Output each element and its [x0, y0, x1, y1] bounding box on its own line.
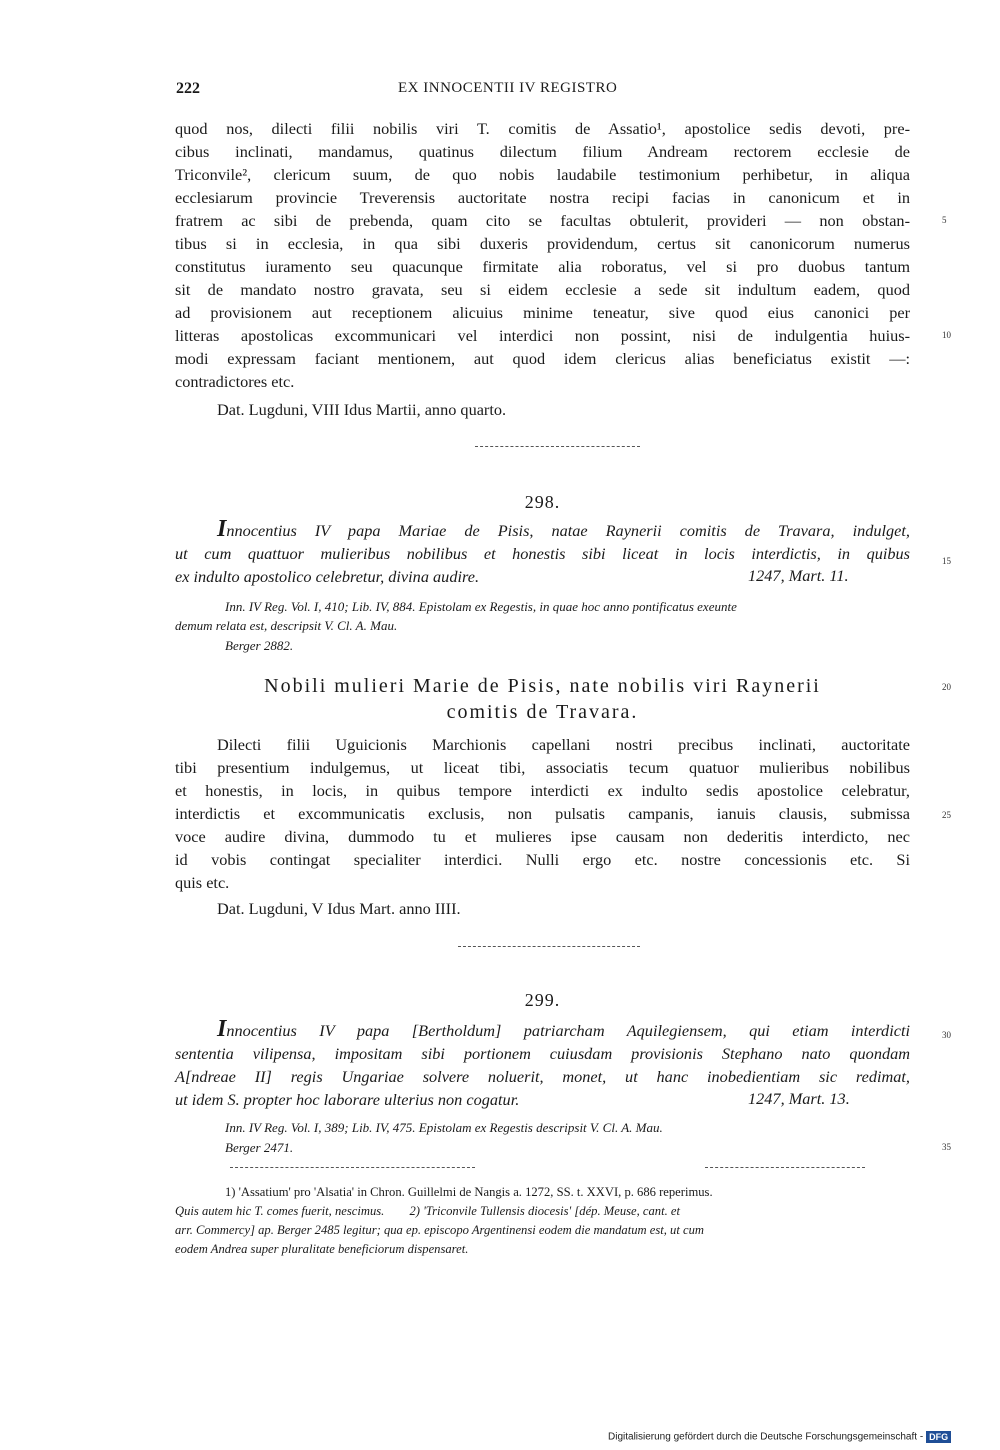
body-line: modi expressam faciant mentionem, aut quod idem clericus alias beneficiatus existit —: — [175, 349, 910, 368]
body-line: ad provisionem aut receptionem alicuius minime teneatur, sive quod eius canonici per — [175, 303, 910, 322]
margin-line-number: 35 — [942, 1142, 951, 1152]
body-line: fratrem ac sibi de prebenda, quam cito se facultas obtulerit, provideri — non obstan- — [175, 211, 910, 230]
regest-date: 1247, Mart. 11. — [748, 566, 849, 585]
body-line: constitutus iuramento seu quacunque firmitate alia roboratus, vel si pro duobus tantum — [175, 257, 910, 276]
initial-letter: I — [217, 516, 227, 542]
margin-line-number: 25 — [942, 810, 951, 820]
dating-clause: Dat. Lugduni, VIII Idus Martii, anno quarto. — [217, 400, 507, 419]
separator-rule — [458, 946, 640, 947]
address-line: Nobili mulieri Marie de Pisis, nate nobilis viri Raynerii — [264, 675, 821, 697]
footnote-line: arr. Commercy] ap. Berger 2485 legitur; qua ep. episcopo Argentinensi eodem die mandatum est, ut cum — [175, 1223, 704, 1237]
body-line: cibus inclinati, mandamus, quatinus dilectum filium Andream rectorem ecclesie de — [175, 142, 910, 161]
body-line: et honestis, in locis, in quibus tempore interdicti ex indulto sedis apostolice celebratur, — [175, 781, 910, 800]
regest-summary-line: Innocentius IV papa [Bertholdum] patriarcham Aquilegiensem, qui etiam interdicti — [217, 1016, 910, 1042]
source-note: demum relata est, descripsit V. Cl. A. Mau. — [175, 618, 398, 633]
margin-line-number: 10 — [942, 330, 951, 340]
margin-line-number: 15 — [942, 556, 951, 566]
margin-line-number: 5 — [942, 215, 947, 225]
entry-number-299: 299. — [524, 990, 561, 1010]
regest-summary-line: sententia vilipensa, impositam sibi portionem cuiusdam provisionis Stephano nato quondam — [175, 1044, 910, 1063]
body-line: contradictores etc. — [175, 372, 295, 391]
regest-summary-line: Innocentius IV papa Mariae de Pisis, natae Raynerii comitis de Travara, indulget, — [217, 516, 910, 542]
regest-summary-line: A[ndreae II] regis Ungariae solvere noluerit, monet, ut hanc inobedientiam sic redimat, — [175, 1067, 910, 1086]
body-line: id vobis contingat specialiter interdici. Nulli ergo etc. nostre concessionis etc. Si — [175, 850, 910, 869]
regest-summary-line: ex indulto apostolico celebretur, divina audire. — [175, 567, 480, 586]
body-line: tibi presentium indulgemus, ut liceat tibi, associatis tecum quatuor mulieribus nobilibus — [175, 758, 910, 777]
initial-letter: I — [217, 1016, 227, 1042]
body-line: quis etc. — [175, 873, 230, 892]
source-note: Inn. IV Reg. Vol. I, 389; Lib. IV, 475. Epistolam ex Regestis descripsit V. Cl. A. Mau. — [225, 1120, 663, 1135]
body-line: sit de mandato nostro gravata, seu si eidem ecclesie a sede sit indultum eadem, quod — [175, 280, 910, 299]
body-line: Dilecti filii Uguicionis Marchionis capellani nostri precibus inclinati, auctoritate — [217, 735, 910, 754]
address-line: comitis de Travara. — [446, 701, 639, 723]
body-line: voce audire divina, dummodo tu et mulieres ipse causam non dederitis interdicto, nec — [175, 827, 910, 846]
source-note: Inn. IV Reg. Vol. I, 410; Lib. IV, 884. Epistolam ex Regestis, in quae hoc anno pontificatus exeunte — [225, 599, 737, 614]
digitization-credit: Digitalisierung gefördert durch die Deutsche Forschungsgemeinschaft - DFG — [608, 1431, 951, 1443]
footnote-line: 1) 'Assatium' pro 'Alsatia' in Chron. Guillelmi de Nangis a. 1272, SS. t. XXVI, p. 686 reperimus. — [225, 1185, 713, 1199]
entry-number-298: 298. — [524, 492, 561, 512]
body-line: Triconvile², clericum suum, de quo nobis laudabile testimonium perhibetur, in aliqua — [175, 165, 910, 184]
body-line: quod nos, dilecti filii nobilis viri T. comitis de Assatio¹, apostolice sedis devoti, pre- — [175, 119, 910, 138]
dfg-logo: DFG — [926, 1431, 951, 1443]
regest-summary-line: ut idem S. propter hoc laborare ulterius non cogatur. — [175, 1090, 520, 1109]
separator-rule — [475, 446, 640, 447]
footnote-rule — [230, 1167, 475, 1168]
margin-line-number: 30 — [942, 1030, 951, 1040]
footnote-line: Quis autem hic T. comes fuerit, nescimus. 2) 'Triconvile Tullensis diocesis' [dép. Meuse, cant. et — [175, 1204, 680, 1218]
source-note: Berger 2471. — [225, 1140, 294, 1155]
regest-summary-line: ut cum quattuor mulieribus nobilibus et honestis sibi liceat in locis interdictis, in quibus — [175, 544, 910, 563]
footnote-line: eodem Andrea super pluralitate beneficiorum dispensaret. — [175, 1242, 469, 1256]
body-line: tibus si in ecclesia, in qua sibi duxeris providendum, certus sit canonicorum numerus — [175, 234, 910, 253]
source-note: Berger 2882. — [225, 638, 294, 653]
body-line: ecclesiarum provincie Treverensis auctoritate nostra recipi facias in canonicum et in — [175, 188, 910, 207]
margin-line-number: 20 — [942, 682, 951, 692]
body-line: litteras apostolicas excommunicari vel interdici non possint, nisi de indulgentia huius- — [175, 326, 910, 345]
footnote-rule — [705, 1167, 865, 1168]
running-title: EX INNOCENTII IV REGISTRO — [398, 80, 618, 96]
regest-date: 1247, Mart. 13. — [748, 1089, 850, 1108]
body-line: interdictis et excommunicatis exclusis, non pulsatis campanis, ianuis clausis, submissa — [175, 804, 910, 823]
page-number: 222 — [176, 80, 200, 97]
dating-clause: Dat. Lugduni, V Idus Mart. anno IIII. — [217, 899, 461, 918]
